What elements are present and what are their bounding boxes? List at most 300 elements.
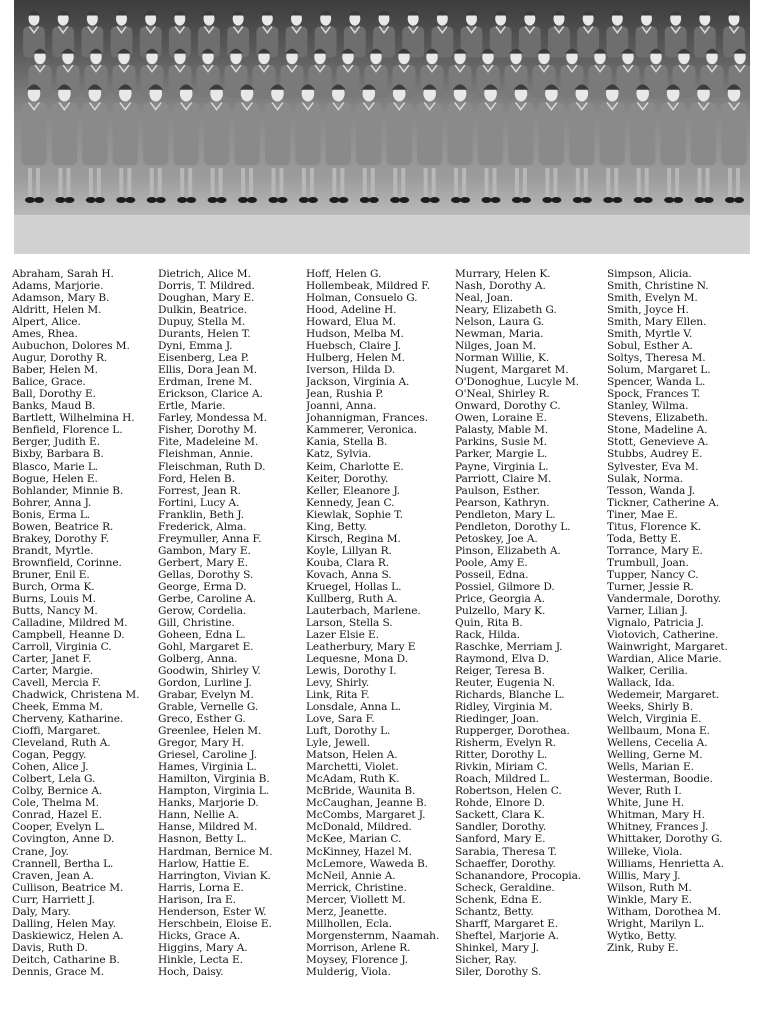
roster-name: Katz, Sylvia.	[306, 448, 372, 461]
roster-name: Pinson, Elizabeth A.	[455, 544, 561, 557]
roster-name: Raschke, Merriam J.	[455, 640, 563, 653]
roster-name: Brakey, Dorothy F.	[12, 532, 110, 545]
roster-name: Bogue, Helen E.	[12, 472, 98, 485]
roster-name: Forrest, Jean R.	[158, 484, 241, 497]
person-figure	[82, 84, 107, 203]
person-figure	[630, 84, 655, 203]
roster-name: Keller, Eleanore J.	[306, 484, 401, 497]
roster-name: Cleveland, Ruth A.	[12, 737, 111, 750]
roster-name: Lequesne, Mona D.	[306, 653, 408, 665]
roster-name: Ridley, Virginia M.	[455, 701, 553, 714]
roster-name: Colbert, Lela G.	[12, 773, 96, 786]
roster-name: Smith, Christine N.	[607, 280, 709, 293]
roster-name: Craven, Jean A.	[12, 869, 94, 882]
roster-name: Harlow, Hattie E.	[158, 857, 250, 870]
roster-name: Sylvester, Eva M.	[607, 460, 699, 473]
roster-name: Paulson, Esther.	[455, 484, 540, 497]
roster-name: Crane, Joy.	[12, 845, 69, 858]
roster-name: Tickner, Catherine A.	[607, 496, 720, 509]
roster-name: Wellens, Cecelia A.	[607, 737, 708, 750]
roster-name: Hann, Nellie A.	[158, 809, 239, 822]
roster-name: Parker, Margie L.	[455, 448, 548, 461]
roster-name: Hoff, Helen G.	[306, 268, 382, 280]
roster-name: Riedinger, Joan.	[455, 713, 539, 726]
roster-name: Chadwick, Christena M.	[12, 689, 140, 702]
roster-name: Kiewlak, Sophie T.	[306, 508, 403, 521]
roster-name: Sobul, Esther A.	[607, 340, 693, 353]
roster-name: Jackson, Virginia A.	[306, 376, 410, 389]
roster-name: Hudson, Melba M.	[306, 328, 404, 341]
roster-name: Wellbaum, Mona E.	[607, 725, 710, 738]
roster-name: Spock, Frances T.	[607, 388, 701, 401]
roster-name: Dorris, T. Mildred.	[158, 280, 255, 293]
roster-name: Cohen, Alice J.	[12, 761, 89, 774]
roster-name: Calladine, Mildred M.	[12, 616, 128, 629]
person-figure	[295, 84, 320, 203]
roster-name: Petoskey, Joe A.	[455, 532, 538, 545]
roster-name: Mercer, Viollett M.	[306, 893, 406, 906]
roster-name: Greenlee, Helen M.	[158, 725, 262, 738]
roster-name: Carroll, Virginia C.	[12, 640, 112, 653]
roster-name: McLemore, Waweda B.	[306, 857, 428, 870]
roster-name: Harison, Ira E.	[158, 893, 236, 906]
person-figure	[478, 84, 503, 203]
roster-name: George, Erma D.	[158, 580, 247, 593]
roster-name: Hollembeak, Mildred F.	[306, 280, 430, 293]
roster-name: Grabar, Evelyn M.	[158, 689, 254, 702]
roster-name: Turner, Jessie R.	[607, 580, 694, 593]
roster-name: Dupuy, Stella M.	[158, 316, 246, 329]
roster-name: Wainwright, Margaret.	[607, 640, 728, 653]
roster-name: King, Betty.	[306, 520, 367, 533]
roster-name: Willeke, Viola.	[607, 845, 683, 858]
roster-name: Johannigman, Frances.	[306, 412, 428, 425]
roster-name: Willis, Mary J.	[607, 869, 681, 882]
roster-name: Pendleton, Mary L.	[455, 508, 556, 521]
roster-name: Daly, Mary.	[12, 905, 71, 918]
roster-name: Deitch, Catharine B.	[12, 953, 120, 966]
person-figure	[721, 84, 746, 203]
roster-name: Kovach, Anna S.	[306, 568, 392, 581]
roster-name: Higgins, Mary A.	[158, 941, 248, 954]
roster-name: Adamson, Mary B.	[12, 292, 110, 305]
roster-name: Shinkel, Mary J.	[455, 941, 539, 954]
roster-name: Augur, Dorothy R.	[12, 352, 108, 365]
roster-name: McAdam, Ruth K.	[306, 773, 400, 786]
roster-name: Smith, Joyce H.	[607, 304, 689, 317]
roster-name: Harris, Lorna E.	[158, 881, 244, 894]
roster-name: Sharff, Margaret E.	[455, 917, 559, 930]
roster-name: Kammerer, Veronica.	[306, 424, 417, 437]
roster-name: Banks, Maud B.	[12, 400, 96, 413]
roster-name: Holman, Consuelo G.	[306, 292, 418, 305]
roster-name: Sheftel, Marjorie A.	[455, 929, 559, 942]
roster-name: Marchetti, Violet.	[306, 761, 399, 774]
roster-name: Tupper, Nancy C.	[607, 568, 699, 581]
roster-name: Rivkin, Miriam C.	[455, 761, 548, 774]
roster-name: Keiter, Dorothy.	[306, 472, 389, 485]
roster-name: Rupperger, Dorothea.	[455, 725, 570, 738]
roster-name: Carter, Margie.	[12, 665, 94, 678]
roster-name: Leatherbury, Mary E	[306, 640, 416, 653]
person-figure	[174, 84, 199, 203]
roster-name: Gregor, Mary H.	[158, 737, 245, 750]
roster-name: Fisher, Dorothy M.	[158, 424, 258, 437]
roster-name: Stanley, Wilma.	[607, 400, 689, 413]
roster-name: Stevens, Elizabeth.	[607, 412, 709, 425]
person-figure	[600, 84, 625, 203]
roster-name: Stott, Genevieve A.	[607, 436, 709, 449]
roster-name: Varner, Lilian J.	[607, 604, 688, 617]
roster-name: Hanks, Marjorie D.	[158, 797, 259, 810]
roster-column-3	[306, 268, 455, 1020]
roster-name: Whitman, Mary H.	[607, 809, 705, 822]
roster-name: Kania, Stella B.	[306, 436, 388, 449]
person-figure	[519, 11, 541, 58]
roster-name: Blasco, Marie L.	[12, 460, 99, 473]
roster-name: Siler, Dorothy S.	[455, 965, 542, 978]
group-photo	[14, 0, 750, 254]
roster-name: Norman Willie, K.	[455, 352, 550, 365]
roster-name: Palasty, Mable M.	[455, 424, 549, 437]
person-figure	[234, 84, 259, 203]
roster-name: Reuter, Eugenia N.	[455, 677, 555, 690]
roster-name: Welling, Gerne M.	[607, 749, 703, 762]
roster-name: McKee, Marian C.	[306, 833, 402, 846]
roster-name: Cavell, Mercia F.	[12, 677, 101, 690]
roster-name: Levy, Shirly.	[306, 677, 370, 690]
roster-list	[12, 268, 756, 1020]
person-figure	[52, 84, 77, 203]
roster-name: Bixby, Barbara B.	[12, 448, 104, 461]
roster-name: Kullberg, Ruth A.	[306, 592, 398, 605]
roster-name: Adams, Marjorie.	[12, 280, 104, 293]
roster-name: Wardian, Alice Marie.	[607, 653, 722, 665]
roster-name: Freymuller, Anna F.	[158, 532, 262, 545]
person-figure	[265, 84, 290, 203]
roster-name: Schenk, Edna E.	[455, 893, 542, 906]
roster-name: Stubbs, Audrey E.	[607, 448, 703, 461]
roster-name: Welch, Virginia E.	[607, 713, 702, 726]
person-figure	[113, 84, 138, 203]
roster-name: Love, Sara F.	[306, 713, 375, 726]
roster-name: Alpert, Alice.	[12, 316, 81, 329]
roster-name: Fleishman, Annie.	[158, 448, 254, 461]
person-figure	[417, 84, 442, 203]
roster-name: Posseil, Edna.	[455, 568, 529, 581]
roster-name: Henderson, Ester W.	[158, 905, 267, 918]
person-figure	[539, 84, 564, 203]
roster-name: Vandermale, Dorothy.	[607, 592, 722, 605]
person-figure	[691, 84, 716, 203]
roster-name: Soltys, Theresa M.	[607, 352, 706, 365]
roster-name: Quin, Rita B.	[455, 616, 523, 629]
roster-name: McCaughan, Jeanne B.	[306, 797, 427, 810]
roster-column-5	[607, 268, 756, 1020]
roster-name: Kouba, Clara R.	[306, 556, 390, 569]
roster-name: Hames, Virginia L.	[158, 761, 257, 774]
person-figure	[447, 84, 472, 203]
roster-name: Tesson, Wanda J.	[607, 484, 696, 497]
roster-name: Weeks, Shirly B.	[607, 701, 693, 714]
roster-name: Fortini, Lucy A.	[158, 496, 240, 509]
roster-name: Cole, Thelma M.	[12, 797, 99, 810]
roster-name: Lyle, Jewell.	[306, 737, 370, 750]
roster-name: Cooper, Evelyn L.	[12, 821, 105, 834]
roster-name: Ellis, Dora Jean M.	[158, 364, 258, 377]
roster-name: Gill, Christine.	[158, 616, 235, 629]
roster-name: Fite, Madeleine M.	[158, 436, 259, 449]
roster-name: Goodwin, Shirley V.	[158, 665, 261, 678]
roster-name: Smith, Evelyn M.	[607, 292, 698, 305]
roster-name: Herschbein, Eloise E.	[158, 917, 272, 930]
roster-name: Hanse, Mildred M.	[158, 821, 258, 834]
roster-name: Durants, Helen T.	[158, 328, 251, 341]
roster-name: Westerman, Boodie.	[607, 773, 713, 786]
roster-name: Link, Rita F.	[306, 689, 370, 702]
roster-name: White, June H.	[607, 797, 685, 810]
roster-name: Sarabia, Theresa T.	[455, 845, 557, 858]
person-figure	[661, 84, 686, 203]
roster-name: Dyni, Emma J.	[158, 340, 233, 353]
roster-name: Campbell, Heanne D.	[12, 628, 125, 641]
roster-name: Curr, Harriett J.	[12, 893, 95, 906]
roster-name: Price, Georgia A.	[455, 592, 545, 605]
roster-name: Huebsch, Claire J.	[306, 340, 401, 353]
roster-name: Robertson, Helen C.	[455, 785, 562, 798]
roster-name: Poole, Amy E.	[455, 556, 528, 569]
roster-name: Parriott, Claire M.	[455, 472, 552, 485]
roster-name: Cheek, Emma M.	[12, 701, 103, 714]
roster-name: Bonis, Erma L.	[12, 508, 91, 521]
roster-name: Ball, Dorothy E.	[12, 388, 96, 401]
roster-name: Solum, Margaret L.	[607, 364, 711, 377]
roster-name: Titus, Florence K.	[607, 520, 702, 533]
roster-name: Lewis, Dorothy I.	[306, 665, 397, 678]
roster-name: McDonald, Mildred.	[306, 821, 412, 834]
roster-name: Payne, Virginia L.	[455, 460, 549, 473]
roster-name: Smith, Mary Ellen.	[607, 316, 707, 329]
person-figure	[577, 11, 599, 58]
roster-name: Kennedy, Jean C.	[306, 496, 395, 509]
roster-name: Lazer Elsie E.	[306, 628, 379, 641]
person-figure	[326, 84, 351, 203]
roster-name: Larson, Stella S.	[306, 616, 393, 629]
roster-name: Butts, Nancy M.	[12, 604, 98, 617]
roster-name: Whitney, Frances J.	[607, 821, 709, 834]
roster-name: Baber, Helen M.	[12, 364, 98, 377]
roster-name: Dalling, Helen May.	[12, 917, 116, 930]
roster-name: Schanandore, Procopia.	[455, 869, 582, 882]
roster-name: Covington, Anne D.	[12, 833, 115, 846]
roster-name: Kirsch, Regina M.	[306, 532, 401, 545]
person-figure	[548, 11, 570, 58]
roster-name: Matson, Helen A.	[306, 749, 398, 762]
roster-name: Wilson, Ruth M.	[607, 881, 692, 894]
roster-name: Walker, Cerilia.	[607, 665, 688, 678]
roster-name: Owen, Loraine E.	[455, 412, 547, 425]
roster-column-2	[158, 268, 306, 1020]
roster-name: Erickson, Clarice A.	[158, 388, 263, 401]
roster-name: Newman, Maria.	[455, 328, 544, 341]
roster-name: Whittaker, Dorothy G.	[607, 833, 723, 846]
roster-name: Millhollen, Ecla.	[306, 917, 392, 930]
roster-name: Goheen, Edna L.	[158, 628, 246, 641]
roster-name: Joanni, Anna.	[306, 400, 377, 413]
roster-name: Ames, Rhea.	[12, 328, 78, 341]
roster-name: Abraham, Sarah H.	[12, 268, 114, 280]
roster-name: Murrary, Helen K.	[455, 268, 551, 280]
person-figure	[387, 84, 412, 203]
roster-name: Cogan, Peggy.	[12, 749, 87, 762]
roster-name: Viotovich, Catherine.	[607, 628, 719, 641]
person-figure	[204, 84, 229, 203]
roster-name: Sanford, Mary E.	[455, 833, 546, 846]
roster-name: O'Donoghue, Lucyle M.	[455, 376, 580, 389]
roster-name: Trumbull, Joan.	[607, 556, 689, 569]
roster-name: Farley, Mondessa M.	[158, 412, 267, 425]
roster-name: Mulderig, Viola.	[306, 965, 391, 978]
roster-name: Pendleton, Dorothy L.	[455, 520, 571, 533]
roster-name: Gerbe, Caroline A.	[158, 592, 256, 605]
group-photo-figures	[14, 0, 750, 254]
roster-name: Golberg, Anna.	[158, 653, 238, 665]
roster-name: Griesel, Caroline J.	[158, 749, 257, 762]
roster-name: Erdman, Irene M.	[158, 376, 253, 389]
roster-name: Wallack, Ida.	[607, 677, 675, 690]
roster-name: Scheck, Geraldine.	[455, 881, 555, 894]
roster-name: Gambon, Mary E.	[158, 544, 251, 557]
roster-name: Sicher, Ray.	[455, 953, 517, 966]
roster-name: Zink, Ruby E.	[607, 941, 679, 954]
roster-name: Davis, Ruth D.	[12, 941, 88, 954]
roster-name: McBride, Waunita B.	[306, 785, 416, 798]
roster-name: Iverson, Hilda D.	[306, 364, 396, 377]
roster-name: Merrick, Christine.	[306, 881, 407, 894]
roster-name: Morgensternm, Naamah.	[306, 929, 440, 942]
roster-name: Hamilton, Virginia B.	[158, 773, 270, 786]
roster-name: Daskiewicz, Helen A.	[12, 929, 124, 942]
roster-name: Gerbert, Mary E.	[158, 556, 248, 569]
roster-name: Grable, Vernelle G.	[158, 701, 259, 714]
roster-name: Burns, Louis M.	[12, 592, 96, 605]
roster-name: Neal, Joan.	[455, 292, 514, 305]
roster-name: Hinkle, Lecta E.	[158, 953, 243, 966]
roster-name: Aubuchon, Dolores M.	[12, 340, 130, 353]
roster-name: Dennis, Grace M.	[12, 965, 104, 978]
roster-name: Doughan, Mary E.	[158, 292, 255, 305]
roster-name: Schaeffer, Dorothy.	[455, 857, 556, 870]
roster-name: Ertle, Marie.	[158, 400, 226, 413]
roster-name: Raymond, Elva D.	[455, 653, 549, 665]
person-figure	[21, 84, 46, 203]
roster-name: Wever, Ruth I.	[607, 785, 682, 798]
roster-name: Brownfield, Corinne.	[12, 556, 122, 569]
roster-name: Bowen, Beatrice R.	[12, 520, 114, 533]
roster-name: Gerow, Cordelia.	[158, 604, 247, 617]
roster-name: Williams, Henrietta A.	[607, 857, 724, 870]
roster-name: Sandler, Dorothy.	[455, 821, 547, 834]
roster-name: Hulberg, Helen M.	[306, 352, 405, 365]
roster-name: Keim, Charlotte E.	[306, 460, 404, 473]
roster-name: Franklin, Beth J.	[158, 508, 244, 521]
roster-name: Vignalo, Patricia J.	[607, 616, 704, 629]
roster-name: Carter, Janet F.	[12, 653, 92, 665]
roster-name: Burch, Orma K.	[12, 580, 95, 593]
roster-name: Neary, Elizabeth G.	[455, 304, 557, 317]
person-figure	[569, 84, 594, 203]
roster-name: Fleischman, Ruth D.	[158, 460, 266, 473]
roster-name: Gellas, Dorothy S.	[158, 568, 254, 581]
roster-name: Hood, Adeline H.	[306, 304, 397, 317]
roster-name: Merz, Jeanette.	[306, 905, 388, 918]
roster-name: Morrison, Arlene R.	[306, 941, 411, 954]
roster-name: Frederick, Alma.	[158, 520, 247, 533]
roster-name: Smith, Myrtle V.	[607, 328, 693, 341]
roster-name: Koyle, Lillyan R.	[306, 544, 392, 557]
person-figure	[356, 84, 381, 203]
roster-name: Toda, Betty E.	[607, 532, 682, 545]
roster-name: Luft, Dorothy L.	[306, 725, 391, 738]
roster-name: Benfield, Florence L.	[12, 424, 123, 437]
roster-name: Brandt, Myrtle.	[12, 544, 94, 557]
roster-name: Gohl, Margaret E.	[158, 640, 254, 653]
roster-name: Schantz, Betty.	[455, 905, 534, 918]
roster-name: Bartlett, Wilhelmina H.	[12, 412, 135, 425]
roster-name: Bruner, Enil E.	[12, 568, 90, 581]
roster-name: Greco, Esther G.	[158, 713, 246, 726]
roster-name: Parkins, Susie M.	[455, 436, 547, 449]
roster-name: Conrad, Hazel E.	[12, 809, 102, 822]
roster-name: Pulzello, Mary K.	[455, 604, 546, 617]
roster-name: Bohlander, Minnie B.	[12, 484, 124, 497]
roster-name: Lauterbach, Marlene.	[306, 604, 421, 617]
roster-name: Dulkin, Beatrice.	[158, 304, 248, 317]
person-figure	[143, 84, 168, 203]
roster-name: Risherm, Evelyn R.	[455, 737, 556, 750]
roster-name: Ford, Helen B.	[158, 472, 235, 485]
roster-name: Colby, Bernice A.	[12, 785, 103, 798]
roster-name: Spencer, Wanda L.	[607, 376, 706, 389]
roster-name: Cherveny, Katharine.	[12, 713, 124, 726]
roster-name: Moysey, Florence J.	[306, 953, 408, 966]
roster-column-4	[455, 268, 607, 1020]
roster-name: Wytko, Betty.	[607, 929, 677, 942]
roster-column-1	[12, 268, 158, 1020]
roster-name: Reiger, Teresa B.	[455, 665, 545, 678]
roster-name: Berger, Judith E.	[12, 436, 100, 449]
roster-name: Hicks, Grace A.	[158, 929, 241, 942]
roster-name: Nelson, Laura G.	[455, 316, 545, 329]
roster-name: McCombs, Margaret J.	[306, 809, 426, 822]
roster-name: Nugent, Margaret M.	[455, 364, 569, 377]
person-figure	[508, 84, 533, 203]
roster-name: Howard, Elua M.	[306, 316, 396, 329]
roster-name: Torrance, Mary E.	[607, 544, 703, 557]
roster-name: Wells, Marian E.	[607, 761, 694, 774]
roster-name: Eisenberg, Lea P.	[158, 352, 249, 365]
roster-name: Hampton, Virginia L.	[158, 785, 269, 798]
roster-name: Winkle, Mary E.	[607, 893, 692, 906]
roster-name: Sulak, Norma.	[607, 472, 684, 485]
roster-name: Onward, Dorothy C.	[455, 400, 561, 413]
roster-name: Cullison, Beatrice M.	[12, 881, 124, 894]
roster-name: Kruegel, Hollas L.	[306, 580, 402, 593]
roster-name: Rohde, Elnore D.	[455, 797, 545, 810]
roster-name: Crannell, Bertha L.	[12, 857, 114, 870]
roster-name: Lonsdale, Anna L.	[306, 701, 401, 714]
roster-name: Aldritt, Helen M.	[12, 304, 102, 317]
